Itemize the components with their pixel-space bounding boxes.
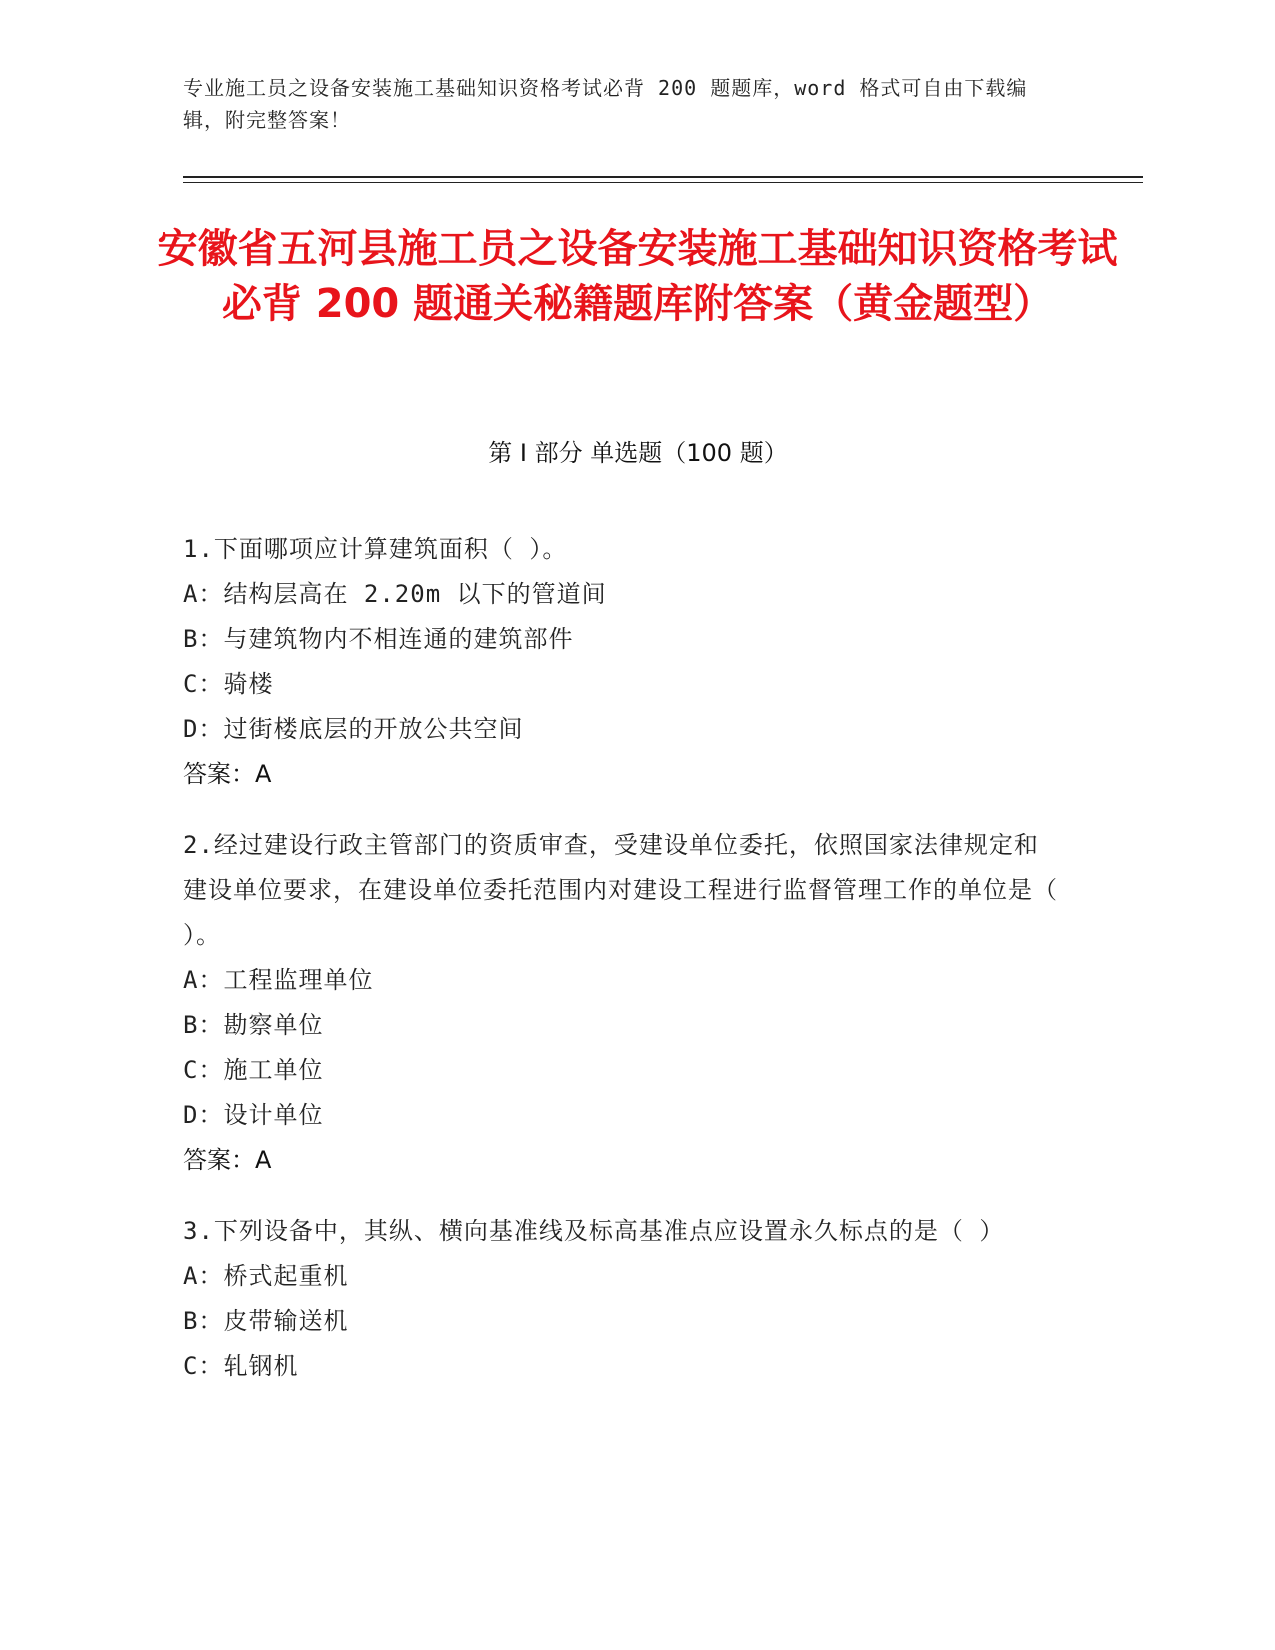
header-rule-thick	[183, 176, 1143, 178]
option-a: A：结构层高在 2.20m 以下的管道间	[183, 580, 607, 608]
question-list	[183, 527, 1063, 1415]
option-a: A：工程监理单位	[183, 966, 374, 994]
question-2	[183, 823, 1063, 1183]
header-rule-thin	[183, 182, 1143, 183]
option-c: C：轧钢机	[183, 1352, 299, 1380]
document-title: 安徽省五河县施工员之设备安装施工基础知识资格考试必背 200 题通关秘籍题库附答案（黄金题型）	[157, 226, 1118, 327]
option-d: D：过街楼底层的开放公共空间	[183, 715, 524, 743]
option-d: D：设计单位	[183, 1101, 324, 1129]
option-b: B：勘察单位	[183, 1011, 324, 1039]
option-c: C：骑楼	[183, 670, 274, 698]
header-note: 专业施工员之设备安装施工基础知识资格考试必背 200 题题库，word 格式可自由下载编辑，附完整答案！	[183, 76, 1028, 132]
question-stem: 1.下面哪项应计算建筑面积（ ）。	[183, 535, 568, 563]
answer: 答案：A	[183, 760, 272, 788]
section-heading: 第 I 部分 单选题（100 题）	[488, 439, 788, 467]
option-a: A：桥式起重机	[183, 1262, 349, 1290]
answer: 答案：A	[183, 1146, 272, 1174]
option-b: B：与建筑物内不相连通的建筑部件	[183, 625, 574, 653]
question-1	[183, 527, 1063, 797]
option-b: B：皮带输送机	[183, 1307, 349, 1335]
question-stem: 2.经过建设行政主管部门的资质审查，受建设单位委托，依照国家法律规定和建设单位要求，在建设单位委托范围内对建设工程进行监督管理工作的单位是（ ）。	[183, 831, 1058, 949]
question-stem: 3.下列设备中，其纵、横向基准线及标高基准点应设置永久标点的是（ ）	[183, 1217, 1005, 1245]
option-c: C：施工单位	[183, 1056, 324, 1084]
question-3	[183, 1209, 1063, 1389]
